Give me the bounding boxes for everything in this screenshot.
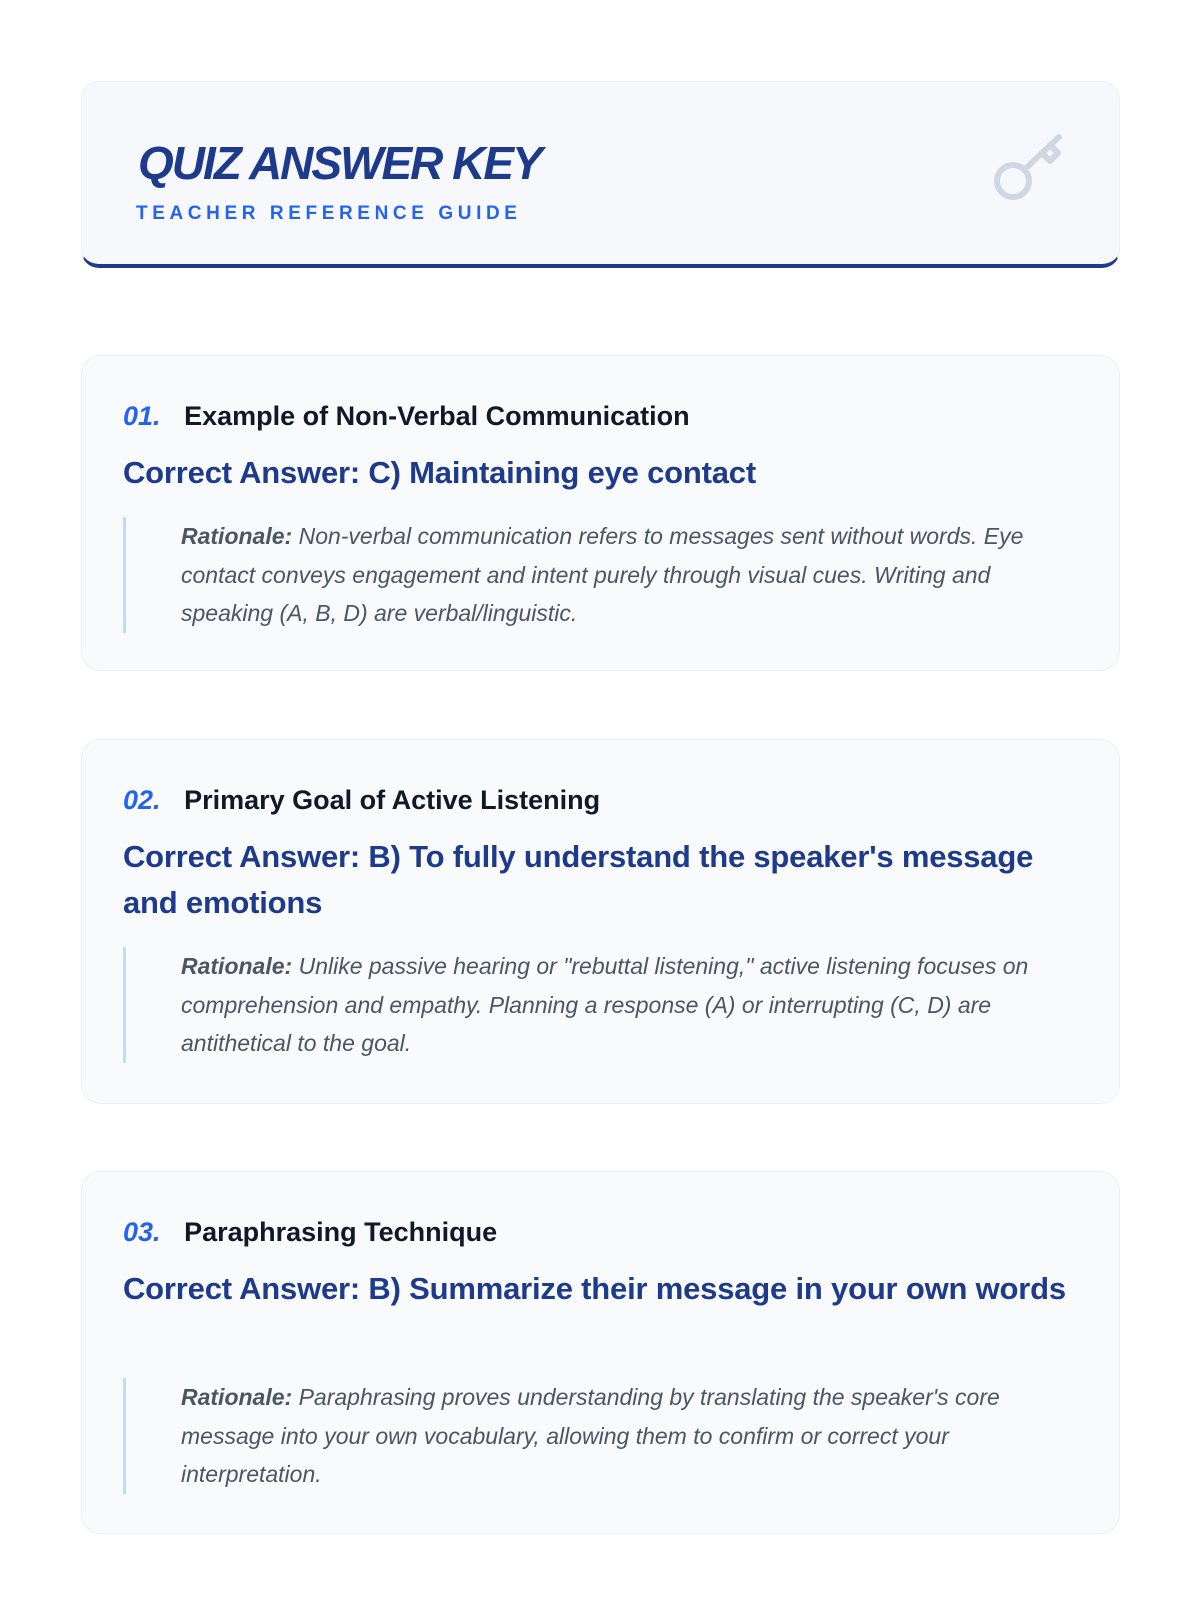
rationale-block (123, 517, 1133, 633)
header-card (81, 81, 1120, 268)
question-heading (123, 400, 690, 432)
correct-answer: Correct Answer: B) To fully understand the speaker's message and emotions (123, 839, 1034, 920)
correct-answer: Correct Answer: B) Summarize their message in your own words (123, 1271, 1066, 1306)
key-icon (990, 134, 1076, 220)
question-heading (123, 784, 600, 816)
rationale-label: Rationale: (181, 1384, 293, 1410)
question-title: Primary Goal of Active Listening (184, 785, 601, 815)
question-number: 03. (123, 1217, 161, 1247)
page-subtitle: TEACHER REFERENCE GUIDE (136, 203, 522, 224)
question-card-2 (81, 739, 1120, 1104)
question-title: Paraphrasing Technique (184, 1217, 498, 1247)
rationale-label: Rationale: (181, 953, 293, 979)
correct-answer: Correct Answer: C) Maintaining eye contact (123, 455, 756, 490)
question-number: 01. (123, 401, 161, 431)
question-card-3 (81, 1171, 1120, 1534)
rationale-label: Rationale: (181, 523, 293, 549)
rationale-text: Unlike passive hearing or "rebuttal listening," active listening focuses on comprehension and empathy. Planning a response (A) or interrupting (C, D) are antithetical to the goal. (181, 953, 1029, 1056)
page-title: QUIZ ANSWER KEY (138, 137, 541, 189)
rationale-block (123, 1378, 1133, 1494)
rationale-text: Paraphrasing proves understanding by translating the speaker's core message into your own vocabulary, allowing them to confirm or correct your interpretation. (181, 1384, 1000, 1487)
rationale-text: Non-verbal communication refers to messages sent without words. Eye contact conveys engagement and intent purely through visual cues. Writing and speaking (A, B, D) are verbal/linguistic. (181, 523, 1024, 626)
rationale-block (123, 947, 1133, 1063)
question-heading (123, 1216, 497, 1248)
question-card-1 (81, 355, 1120, 671)
question-number: 02. (123, 785, 161, 815)
question-title: Example of Non-Verbal Communication (184, 401, 690, 431)
